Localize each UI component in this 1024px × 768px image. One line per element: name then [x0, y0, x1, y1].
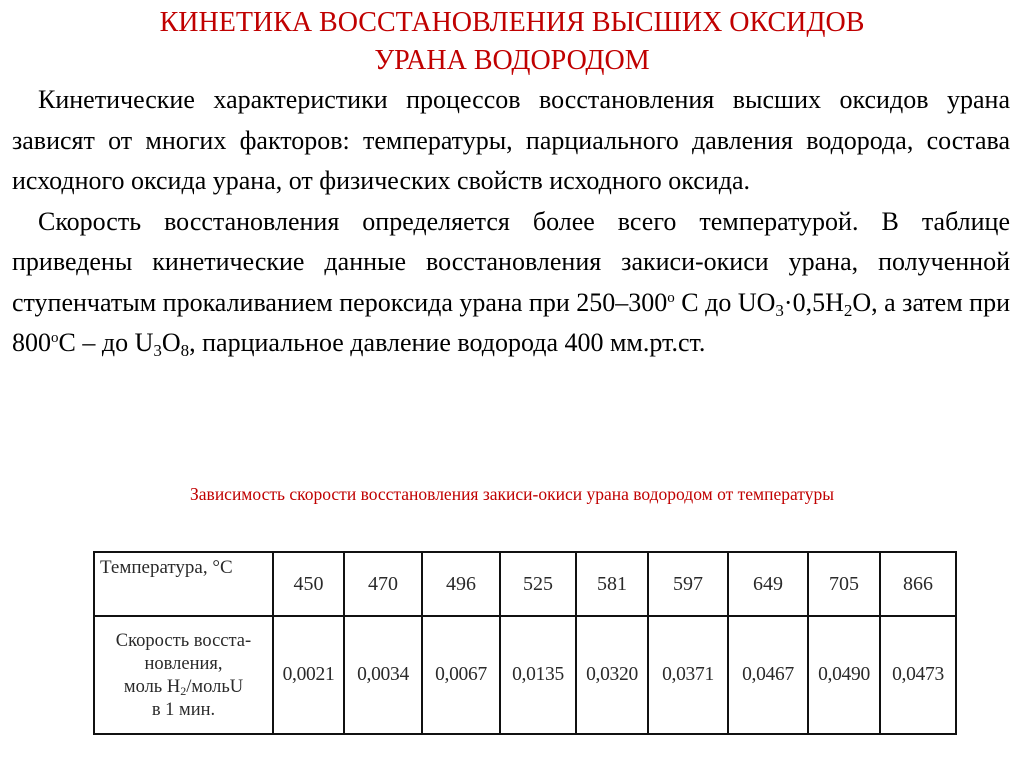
paragraph-2-text: O, а затем при 800 — [12, 287, 1010, 357]
subscript: 8 — [180, 341, 190, 360]
rate-cell: 0,0320 — [576, 616, 648, 734]
rate-header-line: в 1 мин. — [151, 700, 216, 720]
temperature-cell: 581 — [576, 552, 648, 616]
temperature-cell: 496 — [422, 552, 500, 616]
rate-cell: 0,0473 — [880, 616, 956, 734]
subscript: 2 — [843, 300, 853, 320]
temperature-cell: 597 — [648, 552, 728, 616]
paragraph-1: Кинетические характеристики процессов восстановления высших оксидов урана зависят от многих факторов: температуры, парциального давления водорода, состава исходного оксида урана, от физических свойств исходного оксида. — [12, 85, 1010, 195]
rate-header-text: /мольU — [186, 677, 244, 697]
rate-cell: 0,0135 — [500, 616, 576, 734]
paragraph-2 — [12, 202, 1010, 364]
temperature-cell: 450 — [273, 552, 344, 616]
rate-cell: 0,0371 — [648, 616, 728, 734]
paragraph-2-text: С – до U — [58, 328, 154, 357]
subscript: 3 — [153, 341, 162, 360]
kinetics-table — [93, 551, 957, 735]
subscript: 2 — [180, 684, 187, 698]
temperature-cell: 649 — [728, 552, 808, 616]
rate-cell: 0,0021 — [273, 616, 344, 734]
paragraph-2-text: ·0,5H — [783, 287, 844, 317]
table-row-temperature — [94, 552, 956, 616]
temperature-cell: 866 — [880, 552, 956, 616]
slide-title — [0, 4, 1024, 80]
rate-header-text: моль H — [123, 677, 181, 697]
temperature-cell: 705 — [808, 552, 880, 616]
table-row-rate — [94, 616, 956, 734]
degree-mark: o — [51, 330, 59, 346]
degree-mark: o — [667, 289, 675, 306]
slide-title-line-2: УРАНА ВОДОРОДОМ — [374, 45, 650, 76]
paragraph-2-text: С до UO — [674, 287, 776, 317]
rate-header-line — [95, 676, 272, 699]
subscript: 3 — [775, 300, 784, 320]
rate-cell: 0,0034 — [344, 616, 422, 734]
paragraph-2-text: , парциальное давление водорода 400 мм.рт.ст. — [189, 328, 706, 357]
temperature-cell: 470 — [344, 552, 422, 616]
slide-title-line-1: КИНЕТИКА ВОССТАНОВЛЕНИЯ ВЫСШИХ ОКСИДОВ — [159, 7, 865, 38]
temperature-cell: 525 — [500, 552, 576, 616]
rate-header-line: новления, — [144, 654, 223, 674]
temperature-header: Температура, °С — [94, 552, 273, 616]
rate-cell: 0,0067 — [422, 616, 500, 734]
rate-header-line: Скорость восста- — [115, 631, 252, 651]
rate-header — [94, 616, 273, 734]
rate-cell: 0,0467 — [728, 616, 808, 734]
paragraph-2-text: O — [161, 328, 181, 357]
table-caption: Зависимость скорости восстановления закиси-окиси урана водородом от температуры — [190, 484, 834, 504]
rate-cell: 0,0490 — [808, 616, 880, 734]
body-text — [12, 80, 1010, 364]
paragraph-2-text: Скорость восстановления определяется более всего температурой. В таблице приведены кинетические данные восстановления закиси-окиси урана, полученной ступенчатым прокаливанием пероксида урана при 250–300 — [12, 206, 1010, 317]
